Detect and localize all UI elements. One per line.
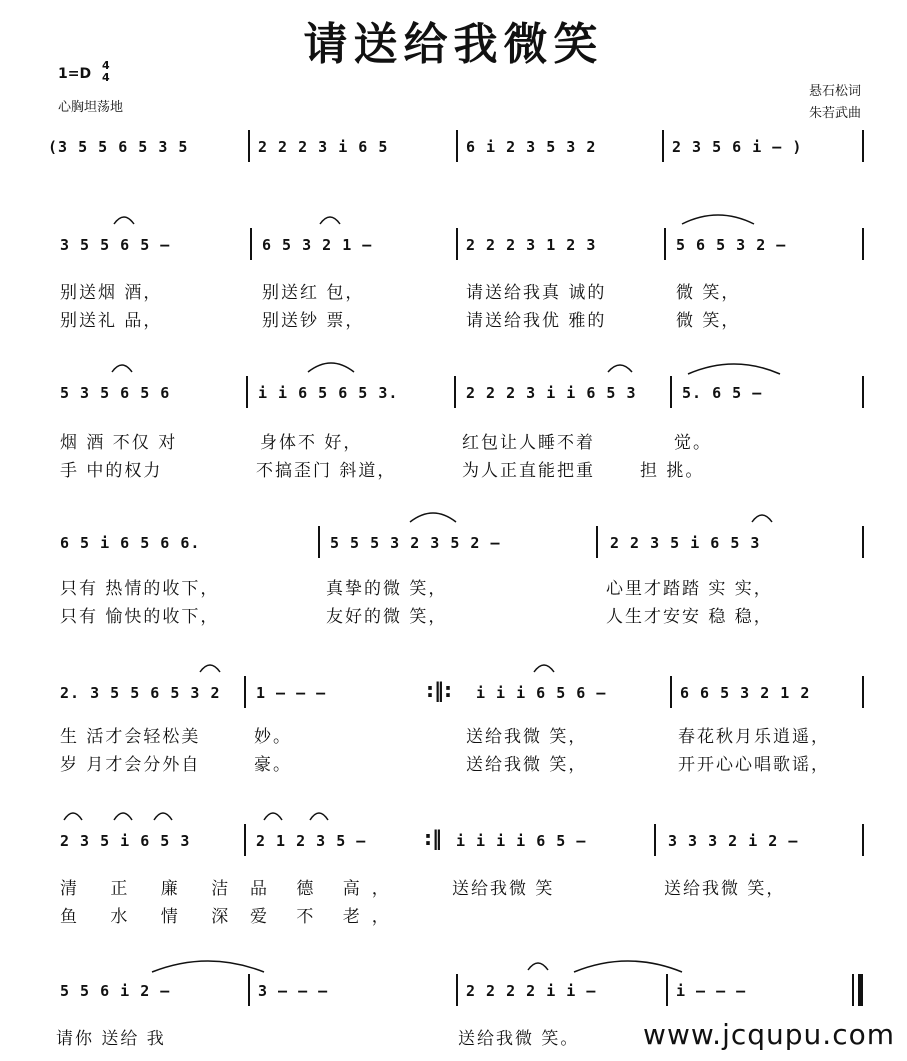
final-bar-line: [852, 974, 854, 1006]
lyric-verse-2: 人生才安安 稳 稳，: [606, 607, 773, 627]
slur-mark: [686, 360, 782, 376]
lyric-verse-2: 担 挑。: [640, 461, 705, 481]
lyric-verse-1: 身体不 好，: [260, 433, 363, 453]
slur-mark: [152, 808, 174, 822]
measure-notes: 2 1 2 3 5 –: [256, 832, 367, 850]
bar-line: [862, 526, 864, 558]
measure-notes: 5. 6 5 –: [682, 384, 763, 402]
slur-mark: [572, 956, 684, 974]
slur-mark: [262, 808, 284, 822]
bar-line: [318, 526, 320, 558]
bar-line: [248, 974, 250, 1006]
lyric-verse-2: 手 中的权力: [60, 461, 163, 481]
slur-mark: [532, 660, 556, 674]
lyric-verse-2: 友好的微 笑，: [326, 607, 448, 627]
slur-mark: [318, 212, 342, 226]
lyric-verse-1: 妙。: [254, 727, 292, 747]
bar-line: [662, 130, 664, 162]
bar-line: [244, 824, 246, 856]
lyric-verse-1: 送给我微 笑: [452, 879, 555, 899]
slur-mark: [110, 360, 134, 374]
measure-notes: 2 3 5 i 6 5 3: [60, 832, 191, 850]
lyric-verse-2: 开开心心唱歌谣，: [678, 755, 830, 775]
bar-line: [456, 974, 458, 1006]
slur-mark: [198, 660, 222, 674]
bar-line: [670, 676, 672, 708]
lyric-verse-2: 鱼 水 情 深: [60, 907, 243, 927]
measure-notes: 6 6 5 3 2 1 2: [680, 684, 811, 702]
measure-notes: 2 2 2 3 i 6 5: [258, 138, 389, 156]
measure-notes: 2 3 5 6 i – ): [672, 138, 803, 156]
repeat-end-sign: :‖: [424, 826, 442, 850]
meter-top: 4: [102, 59, 110, 72]
lyric-verse-1: 请送给我真 诚的: [466, 283, 607, 303]
lyric-verse-1: 别送烟 酒，: [60, 283, 163, 303]
lyric-verse-2: 爱 不 老，: [250, 907, 401, 927]
lyric-verse-1: 只有 热情的收下，: [60, 579, 220, 599]
slur-mark: [112, 808, 134, 822]
website-watermark: www.jcqupu.com: [643, 1018, 895, 1051]
slur-mark: [408, 508, 458, 524]
slur-mark: [750, 510, 774, 524]
lyric-verse-2: 别送钞 票，: [262, 311, 365, 331]
lyric-verse-2: 微 笑，: [676, 311, 741, 331]
slur-mark: [680, 210, 756, 226]
lyric-verse-2: 别送礼 品，: [60, 311, 163, 331]
lyric-verse-1: 真挚的微 笑，: [326, 579, 448, 599]
lyric-verse-1: 生 活才会轻松美: [60, 727, 201, 747]
bar-line: [666, 974, 668, 1006]
tempo-marking: 心胸坦荡地: [58, 100, 124, 115]
lyric-verse-2: 请送给我优 雅的: [466, 311, 607, 331]
measure-notes: 2 2 2 3 1 2 3: [466, 236, 597, 254]
time-signature: [102, 60, 110, 84]
measure-notes: 5 3 5 6 5 6: [60, 384, 171, 402]
bar-line: [246, 376, 248, 408]
measure-notes: 6 i 2 3 5 3 2: [466, 138, 597, 156]
slur-mark: [526, 958, 550, 972]
measure-notes: 2 2 3 5 i 6 5 3: [610, 534, 761, 552]
measure-notes: 1 – – –: [256, 684, 327, 702]
bar-line: [456, 130, 458, 162]
lyric-verse-1: 心里才踏踏 实 实，: [606, 579, 773, 599]
bar-line: [862, 130, 864, 162]
measure-notes: i i i i 6 5 –: [456, 832, 587, 850]
lyric-verse-1: 别送红 包，: [262, 283, 365, 303]
bar-line: [456, 228, 458, 260]
repeat-start-sign: :‖:: [426, 678, 452, 702]
lyric-verse-1: 请你 送给 我: [56, 1029, 166, 1049]
lyric-verse-1: 送给我微 笑，: [466, 727, 588, 747]
measure-notes: 5 5 6 i 2 –: [60, 982, 171, 1000]
bar-line: [664, 228, 666, 260]
bar-line: [244, 676, 246, 708]
measure-notes: i i 6 5 6 5 3.: [258, 384, 399, 402]
lyric-verse-1: 觉。: [674, 433, 712, 453]
lyric-verse-2: 岁 月才会分外自: [60, 755, 201, 775]
bar-line: [862, 676, 864, 708]
measure-notes: 5 5 5 3 2 3 5 2 –: [330, 534, 501, 552]
measure-notes: i – – –: [676, 982, 747, 1000]
lyricist-credit: 悬石松词: [808, 84, 861, 99]
slur-mark: [112, 212, 136, 226]
bar-line: [862, 376, 864, 408]
measure-notes: 5 6 5 3 2 –: [676, 236, 787, 254]
meter-bottom: 4: [102, 71, 110, 84]
measure-notes: 2 2 2 3 i i 6 5 3: [466, 384, 637, 402]
bar-line: [596, 526, 598, 558]
measure-notes: 3 3 3 2 i 2 –: [668, 832, 799, 850]
measure-notes: 3 5 5 6 5 –: [60, 236, 171, 254]
composer-credit: 朱若武曲: [808, 106, 861, 121]
lyric-verse-1: 送给我微 笑，: [664, 879, 786, 899]
song-title: 请送给我微笑: [303, 19, 604, 70]
bar-line: [248, 130, 250, 162]
measure-notes: 2 2 2 2 i i –: [466, 982, 597, 1000]
key-signature: 1=D: [58, 66, 92, 82]
bar-line: [250, 228, 252, 260]
bar-line: [670, 376, 672, 408]
lyric-verse-2: 只有 愉快的收下，: [60, 607, 220, 627]
lyric-verse-1: 清 正 廉 洁: [60, 879, 243, 899]
slur-mark: [306, 358, 356, 374]
lyric-verse-2: 不搞歪门 斜道，: [256, 461, 397, 481]
slur-mark: [150, 956, 266, 974]
slur-mark: [62, 808, 84, 822]
measure-notes: 6 5 3 2 1 –: [262, 236, 373, 254]
lyric-verse-1: 品 德 高，: [250, 879, 401, 899]
measure-notes: 3 – – –: [258, 982, 329, 1000]
lyric-verse-1: 送给我微 笑。: [458, 1029, 580, 1049]
measure-notes: 6 5 i 6 5 6 6.: [60, 534, 201, 552]
bar-line: [862, 824, 864, 856]
lyric-verse-1: 春花秋月乐逍遥，: [678, 727, 830, 747]
lyric-verse-1: 微 笑，: [676, 283, 741, 303]
final-bar-line-thick: [858, 974, 863, 1006]
measure-notes: (3 5 5 6 5 3 5: [48, 138, 189, 156]
bar-line: [862, 228, 864, 260]
lyric-verse-2: 豪。: [254, 755, 292, 775]
lyric-verse-1: 红包让人睡不着: [462, 433, 595, 453]
bar-line: [654, 824, 656, 856]
lyric-verse-2: 送给我微 笑，: [466, 755, 588, 775]
lyric-verse-1: 烟 酒 不仅 对: [60, 433, 178, 453]
measure-notes: i i i 6 5 6 –: [476, 684, 607, 702]
bar-line: [454, 376, 456, 408]
measure-notes: 2. 3 5 5 6 5 3 2: [60, 684, 221, 702]
lyric-verse-2: 为人正直能把重: [462, 461, 595, 481]
slur-mark: [308, 808, 330, 822]
slur-mark: [606, 360, 634, 374]
